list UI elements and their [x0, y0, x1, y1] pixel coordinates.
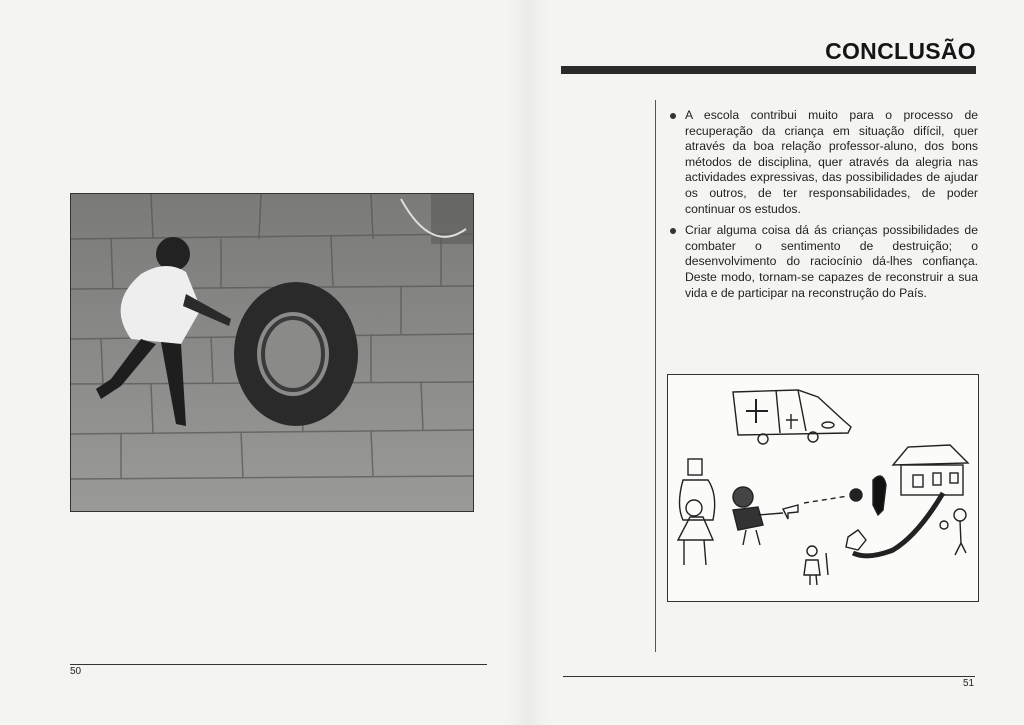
bullet-item: [668, 108, 978, 217]
bullet-icon: [670, 228, 676, 234]
page-number-left: 50: [70, 666, 82, 677]
child-drawing-illustration: [667, 374, 979, 602]
bullet-icon: [670, 113, 676, 119]
conclusion-text: [668, 108, 978, 307]
title-bar-rule: [561, 66, 976, 74]
footer-rule-left: [70, 664, 487, 665]
column-divider: [655, 100, 656, 652]
section-title: CONCLUSÃO: [825, 38, 976, 64]
bullet-item: [668, 223, 978, 301]
page-gutter: [508, 0, 548, 725]
bullet-text: A escola contribui muito para o processo de recuperação da criança em situação difícil, quer através da boa relação professor-aluno, dos bons métodos de disciplina, quer através da alegria nas actividades expressivas, das possibilidades de ajudar os outros, de ter responsabilidades, de poder continuar os estudos.: [685, 108, 978, 216]
bullet-text: Criar alguma coisa dá ás crianças possibilidades de combater o sentimento de destruição; o desenvolvimento do raciocínio dá-lhes confiança. Deste modo, tornam-se capazes de reconstruir a sua vida e de participar na reconstrução do País.: [685, 223, 978, 300]
photo-child-rolling-tire: [70, 193, 474, 512]
page-number-right: 51: [963, 678, 975, 689]
footer-rule-right: [563, 676, 975, 677]
